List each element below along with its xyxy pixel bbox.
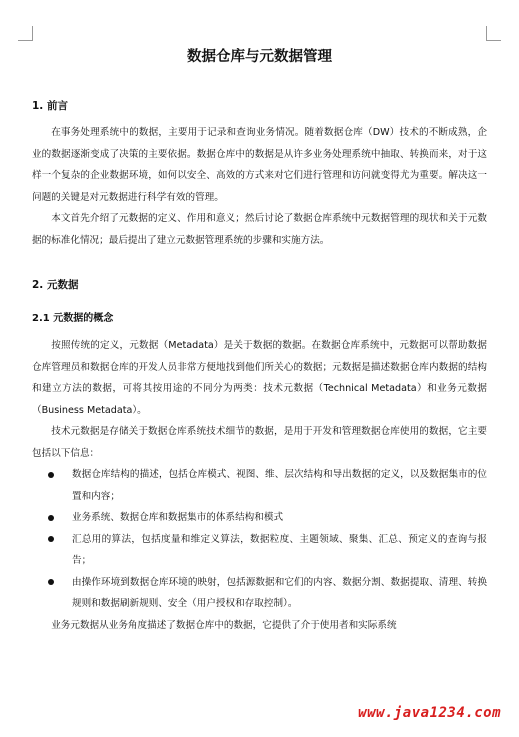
bullet-icon — [48, 472, 54, 478]
bullet-icon — [48, 536, 54, 542]
subsection-heading-concept: 2.1 元数据的概念 — [32, 313, 114, 324]
bullet-icon — [48, 515, 54, 521]
bullet-list — [32, 464, 487, 615]
list-item-text: 数据仓库结构的描述，包括仓库模式、视图、维、层次结构和导出数据的定义，以及数据集市的位置和内容； — [72, 469, 487, 502]
list-item — [32, 464, 487, 507]
document-page — [32, 42, 487, 636]
list-item — [32, 507, 487, 529]
page-corner-mark-top-left — [18, 26, 33, 41]
list-item-text: 汇总用的算法，包括度量和维定义算法，数据粒度、主题领域、聚集、汇总、预定义的查询与报告； — [72, 533, 487, 566]
list-item — [32, 529, 487, 572]
paragraph: 在事务处理系统中的数据，主要用于记录和查询业务情况。随着数据仓库（DW）技术的不断成熟，企业的数据逐渐变成了决策的主要依据。数据仓库中的数据是从许多业务处理系统中抽取、转换而来，对于这样一个复杂的企业数据环境，如何以安全、高效的方式来对它们进行管理和访问就变得尤为重要。解决这一问题的关键是对元数据进行科学有效的管理。 — [32, 127, 487, 203]
section-heading-intro: 1. 前言 — [32, 100, 68, 112]
bullet-icon — [48, 579, 54, 585]
paragraph: 按照传统的定义，元数据（Metadata）是关于数据的数据。在数据仓库系统中，元数据可以帮助数据仓库管理员和数据仓库的开发人员非常方便地找到他们所关心的数据；元数据是描述数据仓库内数据的结构和建立方法的数据，可将其按用途的不同分为两类：技术元数据（Technical Metadata）和业务元数据（Business Metadata）。 — [32, 340, 487, 416]
list-item-text: 业务系统、数据仓库和数据集市的体系结构和模式 — [72, 512, 284, 523]
list-item — [32, 572, 487, 615]
list-item-text: 由操作环境到数据仓库环境的映射，包括源数据和它们的内容、数据分割、数据提取、清理、转换规则和数据刷新规则、安全（用户授权和存取控制）。 — [72, 576, 487, 609]
paragraph: 本文首先介绍了元数据的定义、作用和意义；然后讨论了数据仓库系统中元数据管理的现状和关于元数据的标准化情况；最后提出了建立元数据管理系统的步骤和实施方法。 — [32, 213, 487, 246]
paragraph: 业务元数据从业务角度描述了数据仓库中的数据，它提供了介于使用者和实际系统 — [51, 619, 397, 631]
page-corner-mark-top-right — [486, 26, 501, 41]
paragraph: 技术元数据是存储关于数据仓库系统技术细节的数据，是用于开发和管理数据仓库使用的数据，它主要包括以下信息： — [32, 426, 487, 459]
document-title: 数据仓库与元数据管理 — [187, 49, 332, 65]
section-heading-metadata: 2. 元数据 — [32, 279, 79, 291]
site-watermark: www.java1234.com — [358, 705, 501, 721]
